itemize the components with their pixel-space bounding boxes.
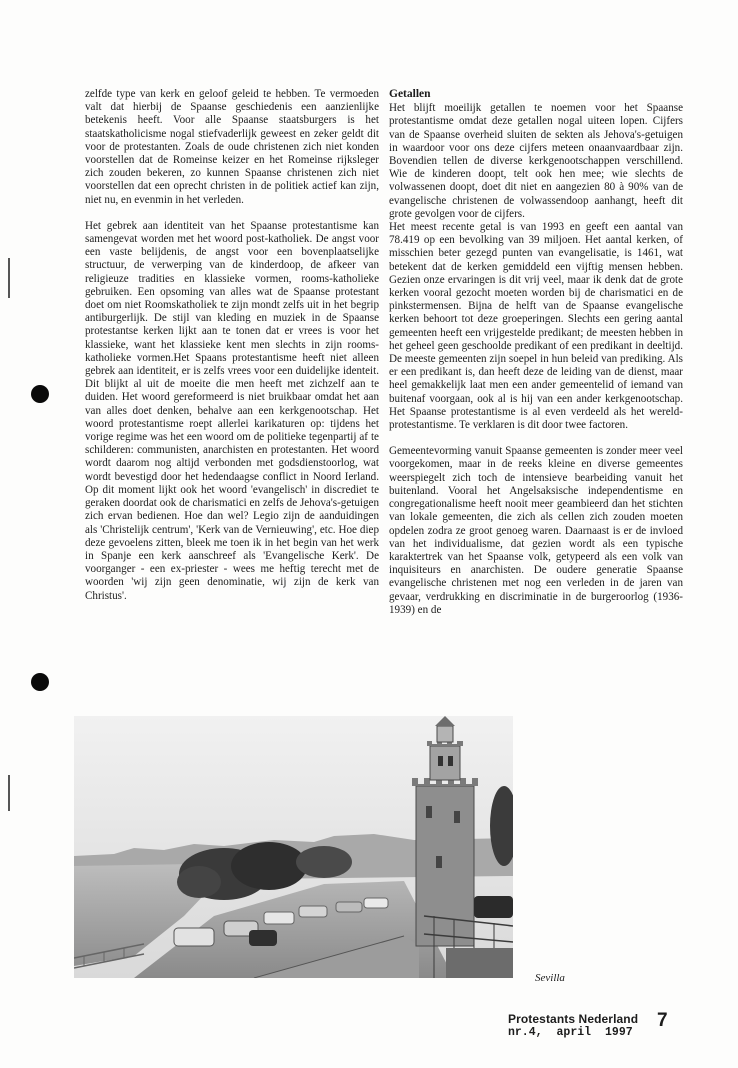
- right-column: [389, 88, 683, 630]
- issue-info: [508, 1026, 633, 1039]
- page-number: 7: [657, 1010, 668, 1031]
- punch-hole-bottom: [31, 673, 49, 691]
- right-paragraph-2: Het meest recente getal is van 1993 en geeft een aantal van 78.419 op een bevolking van 39 miljoen. Het aantal kerken, of misschien beter gezegd punten van evangelisatie, is 1461, wat betekent dat de kerken gemiddeld een vijftig mensen hebben. Gezien onze ervaringen is dit vrij veel, maar ik denk dat de grote kerken vooral gezocht moeten worden bij de charismatici en de pinkstermensen. Bijna de helft van de Spaanse evangelische kerken behoort tot deze groeperingen. Slechts een gering aantal gemeenten heeft een vrijgestelde predikant; de meesten hebben in het geheel geen geschoolde predikant of een predikant in deeltijd. De meeste gemeenten zijn soepel in hun beleid van prediking. Als er een predikant is, dan heeft deze de leiding van de dienst, maar heel gemakkelijk laat men een ander gemeentelid of iemand van buitenaf voorgaan, ook al is hij van een ander kerkgenootschap. Het Spaanse protestantisme is al even verdeeld als het wereld-protestantisme. Te verklaren is dit door twee factoren.: [389, 221, 683, 432]
- photo-caption: Sevilla: [535, 972, 565, 984]
- left-paragraph-1: zelfde type van kerk en geloof geleid te hebben. Te vermoeden valt dat hierbij de Spaanse geschiedenis een aanzienlijke betekenis heeft. Voor alle Spaanse staatsburgers is het staatskatholicisme nogal stiefvaderlijk geweest en zeker geldt dit voor de protestanten. Zoals de oude christenen zich niet konden voorstellen dat de Romeinse keizer en het Romeinse rijksleger zich zouden bekeren, zo kunnen Spaanse christenen zich niet voorstellen dat een oprecht christen in de politiek actief kan zijn, niet nu, en evenmin in het verleden.: [85, 88, 379, 206]
- punch-hole-top: [31, 385, 49, 403]
- margin-mark: [8, 258, 10, 298]
- section-heading: Getallen: [389, 88, 431, 100]
- right-paragraph-1: Het blijft moeilijk getallen te noemen voor het Spaanse protestantisme omdat deze getallen nogal uiteen lopen. Cijfers van de Spaanse overheid sluiten de sekten als Jehova's-getuigen in waardoor voor ons deze cijfers meteen onaanvaardbaar zijn. Bovendien tellen de diverse kerkgenootschappen verschillend. Wie de kinderen doopt, telt ook hen mee; wie slechts de volwassenen doopt, doet dit niet en aangezien 80 à 90% van de evangelische christenen de volwassendoop aanhangt, heeft dit grote gevolgen voor de cijfers.: [389, 102, 683, 220]
- issue-year: 1997: [605, 1026, 633, 1039]
- sevilla-photo: [74, 716, 513, 978]
- left-paragraph-2: Het gebrek aan identiteit van het Spaanse protestantisme kan samengevat worden met het woord post-katholiek. De angst voor een vaste belijdenis, de angst voor een bovenplaatselijke structuur, de verwerping van de kinderdoop, de afkeer van religieuze tradities en klassieke vormen, rooms-katholieke gebruiken. Een opsoming van alles wat de Spaanse protestant doet om niet Roomskatholiek te zijn mondt zelfs uit in het begrip antiburgerlijk. De stijl van kleding en muziek in de Spaanse protestantse kerken lijkt aan te tonen dat er vrees is voor het klassieke, want het klassieke kent men slechts in zijn rooms-katholieke vormen.Het Spaans protestantisme heeft niet alleen gebrek aan identiteit, er is zelfs vrees voor een duidelijke identeit. Dit blijkt al uit de moeite die men heeft met zichzelf aan te duiden. Het woord gereformeerd is niet bruikbaar omdat het aan van alles doet denken, behalve aan een kerkgenootschap. Het woord protestantisme roept allerlei karikaturen op: tijdens het vorige regime was het een woord om de politieke tegenpartij af te schilderen: communisten, anarchisten en protestanten. Het woord wordt daarom nog altijd verbonden met godsdienstoorlog, wat wordt bevestigd door het hedendaagse conflict in Noord Ierland. Op dit moment lijkt ook het woord 'evangelisch' in discrediet te geraken doordat ook de charismatici en zelfs de Jehova's-getuigen zich ervan bedienen. Hoe dan wel? Legio zijn de aanduidingen als 'Christelijk centrum', 'Kerk van de Vernieuwing', etc. Hoe diep deze gevoelens zitten, bleek me toen ik in het begin van het werk in Spanje een kerk aanschreef als 'Evangelische Kerk'. De voorganger - een ex-priester - wees me heftig terecht met de woorden 'wij zijn geen denominatie, wij zijn de kerk van Christus'.: [85, 219, 379, 602]
- right-paragraph-3: Gemeentevorming vanuit Spaanse gemeenten is zonder meer veel voorgekomen, maar in de reeks kleine en diverse gemeentes weerspiegelt zich toch de intensieve bearbeiding vanuit het buitenland. Vooral het Angelsaksische independentisme en congregationalisme heeft nooit meer geambieerd dan het stichten van lokale gemeenten, die zich als cellen zich zouden moeten opdelen zodra ze groot genoeg waren. Daarnaast is er de invloed van het individualisme, dat gezien wordt als een typische karaktertrek van het Spaanse volk, getypeerd als een volk van inquisiteurs en anarchisten. De oudere generatie Spaanse evangelische christenen met nog een verleden in de jaren van gevaar, verdrukking en discriminatie in de burgeroorlog (1936-1939) en de: [389, 445, 683, 616]
- publication-title: Protestants Nederland: [508, 1012, 639, 1026]
- issue-month: april: [556, 1026, 592, 1039]
- margin-mark: [8, 775, 10, 811]
- issue-number: nr.4,: [508, 1026, 543, 1039]
- left-column: [85, 88, 379, 616]
